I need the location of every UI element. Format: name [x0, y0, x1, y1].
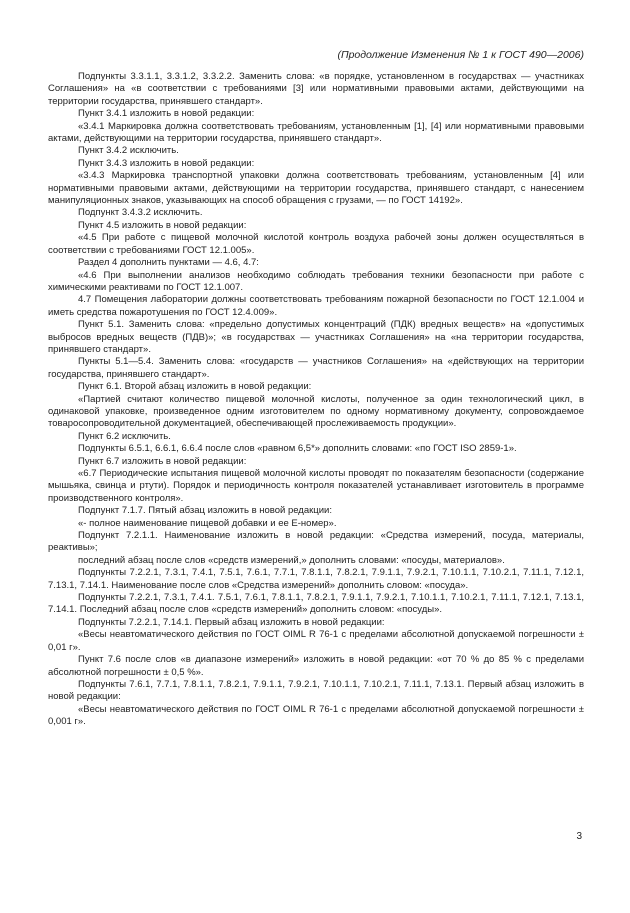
paragraph: «3.4.1 Маркировка должна соответствовать требованиям, установленным [1], [4] или нормативными правовыми актами, действующими на территории государства, принявшего стандарт». — [48, 120, 584, 145]
paragraph: Подпункты 7.2.2.1, 7.3.1, 7.4.1. 7.5.1, 7.6.1, 7.8.1.1, 7.8.2.1, 7.9.1.1, 7.9.2.1, 7.10.1.1, 7.10.2.1, 7.11.1, 7.12.1, 7.13.1, 7.14.1. Последний абзац после слов «средств измерений» дополнить словом: «посуды». — [48, 592, 584, 616]
page-number: 3 — [576, 831, 582, 842]
paragraph: «4.5 При работе с пищевой молочной кислотой контроль воздуха рабочей зоны должен осуществляться в соответствии с требованиями ГОСТ 12.1.005». — [48, 232, 584, 256]
paragraph: «Партией считают количество пищевой молочной кислоты, полученное за один технологический цикл, в одинаковой упаковке, произведенное одним изготовителем по одному нормативному документу, сопровождаемое товаросопроводительной документацией, обеспечивающей прослеживаемость продукции». — [48, 393, 584, 430]
paragraph: Подпункт 3.4.3.2 исключить. — [78, 207, 203, 219]
paragraph: «- полное наименование пищевой добавки и ее Е-номер». — [78, 517, 337, 529]
paragraph: «Весы неавтоматического действия по ГОСТ OIML R 76-1 с пределами абсолютной допускаемой погрешности ± 0,01 г». — [48, 629, 584, 653]
paragraph: Подпункт 7.1.7. Пятый абзац изложить в новой редакции: — [78, 505, 332, 517]
paragraph: «6.7 Периодические испытания пищевой молочной кислоты проводят по показателям безопасности (содержание мышьяка, свинца и ртути). Порядок и периодичность контроля показателей устанавливает изготовитель в программе производственного контроля». — [48, 468, 584, 504]
paragraph: Подпункты 7.2.2.1, 7.3.1, 7.4.1, 7.5.1, 7.6.1, 7.7.1, 7.8.1.1, 7.8.2.1, 7.9.1.1, 7.9.2.1, 7.10.1.1, 7.10.2.1, 7.11.1, 7.12.1, 7.13.1, 7.14.1. Наименование после слов «Средства измерений» дополнить словом: «посуда». — [48, 567, 584, 591]
paragraph: Пункт 3.4.2 исключить. — [78, 145, 179, 157]
paragraph: «Весы неавтоматического действия по ГОСТ OIML R 76-1 с пределами абсолютной допускаемой погрешности ± 0,001 г». — [48, 703, 584, 728]
paragraph: Пункт 3.4.3 изложить в новой редакции: — [78, 157, 255, 169]
running-header: (Продолжение Изменения № 1 к ГОСТ 490—2006) — [337, 49, 584, 61]
paragraph: «4.6 При выполнении анализов необходимо соблюдать требования техники безопасности при работе с химическими реактивами по ГОСТ 12.1.007. — [48, 269, 584, 293]
paragraph: Подпункты 3.3.1.1, 3.3.1.2, 3.3.2.2. Заменить слова: «в порядке, установленном в государствах — участниках Соглашения» на «в соответствии с требованиями [3] или нормативными правовыми актами, действующими на территории государства, принявшего стандарт». — [48, 71, 584, 107]
paragraph: Пункт 5.1. Заменить слова: «предельно допустимых концентраций (ПДК) вредных веществ» на «допустимых выбросов вредных веществ (ПДВ)»; «в государствах — участниках Соглашения» на «на территории государства, принявшего стандарт». — [48, 319, 584, 355]
paragraph: Подпункты 7.6.1, 7.7.1, 7.8.1.1, 7.8.2.1, 7.9.1.1, 7.9.2.1, 7.10.1.1, 7.10.2.1, 7.11.1, 7.13.1. Первый абзац изложить в новой редакции: — [48, 678, 584, 703]
paragraph: Пункты 5.1—5.4. Заменить слова: «государств — участников Соглашения» на «действующих на территории государства, принявшего стандарт». — [48, 356, 584, 380]
paragraph: Пункт 3.4.1 изложить в новой редакции: — [78, 108, 255, 120]
paragraph: Подпункт 7.2.1.1. Наименование изложить в новой редакции: «Средства измерений, посуда, материалы, реактивы»; — [48, 530, 584, 554]
paragraph: 4.7 Помещения лаборатории должны соответствовать требованиям пожарной безопасности по ГОСТ 12.1.004 и иметь средства пожаротушения по ГОСТ 12.4.009». — [48, 294, 584, 318]
paragraph: Раздел 4 дополнить пунктами — 4.6, 4.7: — [78, 257, 259, 269]
paragraph: последний абзац после слов «средств измерений,» дополнить словами: «посуды, материалов». — [78, 554, 505, 566]
paragraph: Пункт 6.7 изложить в новой редакции: — [78, 455, 247, 467]
paragraph: Пункт 4.5 изложить в новой редакции: — [78, 219, 247, 231]
paragraph: Пункт 6.1. Второй абзац изложить в новой редакции: — [78, 381, 312, 393]
paragraph: Пункт 6.2 исключить. — [78, 430, 171, 442]
paragraph: Подпункты 7.2.2.1, 7.14.1. Первый абзац изложить в новой редакции: — [78, 616, 385, 628]
document-body — [48, 71, 584, 729]
paragraph: «3.4.3 Маркировка транспортной упаковки должна соответствовать требованиям, установленным [4] или нормативными правовыми актами, действующими на территории государства, принявшего стандарт, с нанесением манипуляционных знаков, указывающих на способ обращения с грузами, — по ГОСТ 14192». — [48, 170, 584, 207]
paragraph: Подпункты 6.5.1, 6.6.1, 6.6.4 после слов «равном 6,5*» дополнить словами: «по ГОСТ ISO 2859-1». — [78, 443, 517, 455]
paragraph: Пункт 7.6 после слов «в диапазоне измерений» изложить в новой редакции: «от 70 % до 85 % с пределами абсолютной погрешности ± 0,5 %». — [48, 654, 584, 678]
